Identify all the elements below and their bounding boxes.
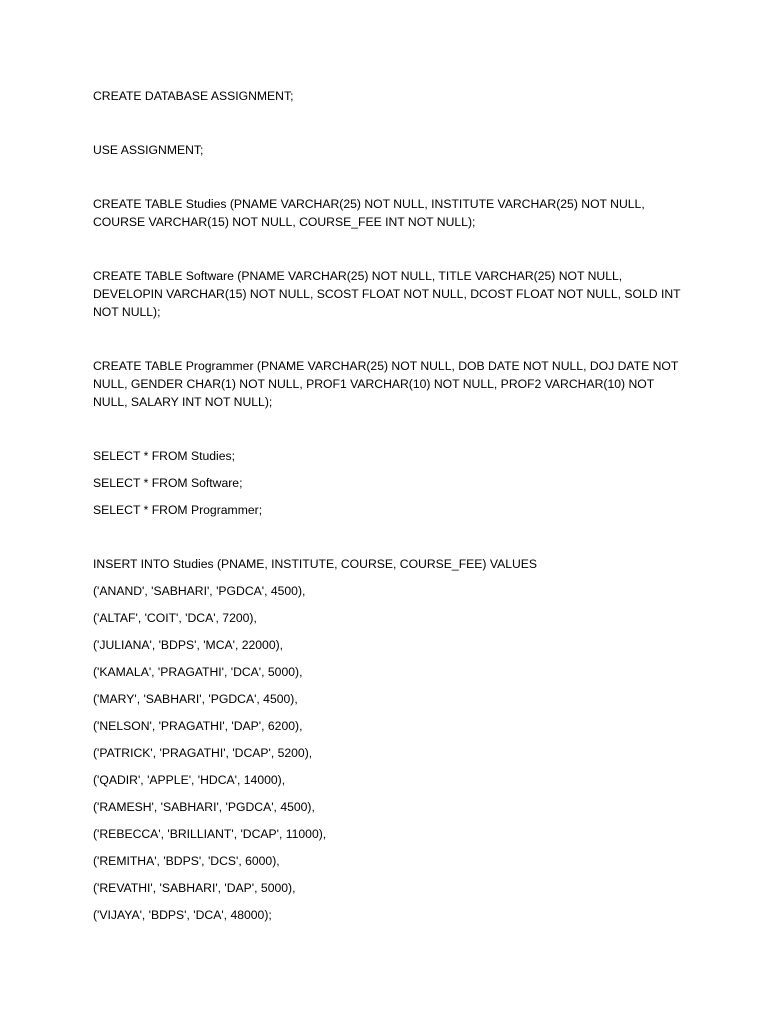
- statement-select-studies: SELECT * FROM Studies;: [93, 449, 236, 463]
- statement-create-table-software: CREATE TABLE Software (PNAME VARCHAR(25) NOT NULL, TITLE VARCHAR(25) NOT NULL, DEVELOPIN VARCHAR(15) NOT NULL, SCOST FLOAT NOT NULL, DCOST FLOAT NOT NULL, SOLD INT NOT NULL);: [93, 269, 681, 319]
- document-body: [93, 87, 683, 933]
- insert-row: ('RAMESH', 'SABHARI', 'PGDCA', 4500),: [93, 800, 315, 814]
- statement-use-database: USE ASSIGNMENT;: [93, 143, 204, 157]
- insert-row: ('QADIR', 'APPLE', 'HDCA', 14000),: [93, 773, 286, 787]
- statement-select-software: SELECT * FROM Software;: [93, 476, 243, 490]
- statement-create-database: CREATE DATABASE ASSIGNMENT;: [93, 89, 294, 103]
- insert-row: ('ALTAF', 'COIT', 'DCA', 7200),: [93, 611, 257, 625]
- statement-select-programmer: SELECT * FROM Programmer;: [93, 503, 263, 517]
- insert-row: ('NELSON', 'PRAGATHI', 'DAP', 6200),: [93, 719, 303, 733]
- insert-row: ('ANAND', 'SABHARI', 'PGDCA', 4500),: [93, 584, 306, 598]
- insert-row: ('PATRICK', 'PRAGATHI', 'DCAP', 5200),: [93, 746, 313, 760]
- insert-row: ('MARY', 'SABHARI', 'PGDCA', 4500),: [93, 692, 298, 706]
- statement-create-table-studies: CREATE TABLE Studies (PNAME VARCHAR(25) NOT NULL, INSTITUTE VARCHAR(25) NOT NULL, COURSE VARCHAR(15) NOT NULL, COURSE_FEE INT NOT NULL);: [93, 197, 645, 229]
- insert-row: ('VIJAYA', 'BDPS', 'DCA', 48000);: [93, 908, 272, 922]
- insert-row: ('REVATHI', 'SABHARI', 'DAP', 5000),: [93, 881, 296, 895]
- statement-insert-header: INSERT INTO Studies (PNAME, INSTITUTE, COURSE, COURSE_FEE) VALUES: [93, 557, 538, 571]
- statement-create-table-programmer: CREATE TABLE Programmer (PNAME VARCHAR(25) NOT NULL, DOB DATE NOT NULL, DOJ DATE NOT NULL, GENDER CHAR(1) NOT NULL, PROF1 VARCHAR(10) NOT NULL, PROF2 VARCHAR(10) NOT NULL, SALARY INT NOT NULL);: [93, 359, 679, 409]
- insert-row: ('REBECCA', 'BRILLIANT', 'DCAP', 11000),: [93, 827, 327, 841]
- insert-row: ('REMITHA', 'BDPS', 'DCS', 6000),: [93, 854, 280, 868]
- insert-row: ('JULIANA', 'BDPS', 'MCA', 22000),: [93, 638, 284, 652]
- insert-row: ('KAMALA', 'PRAGATHI', 'DCA', 5000),: [93, 665, 303, 679]
